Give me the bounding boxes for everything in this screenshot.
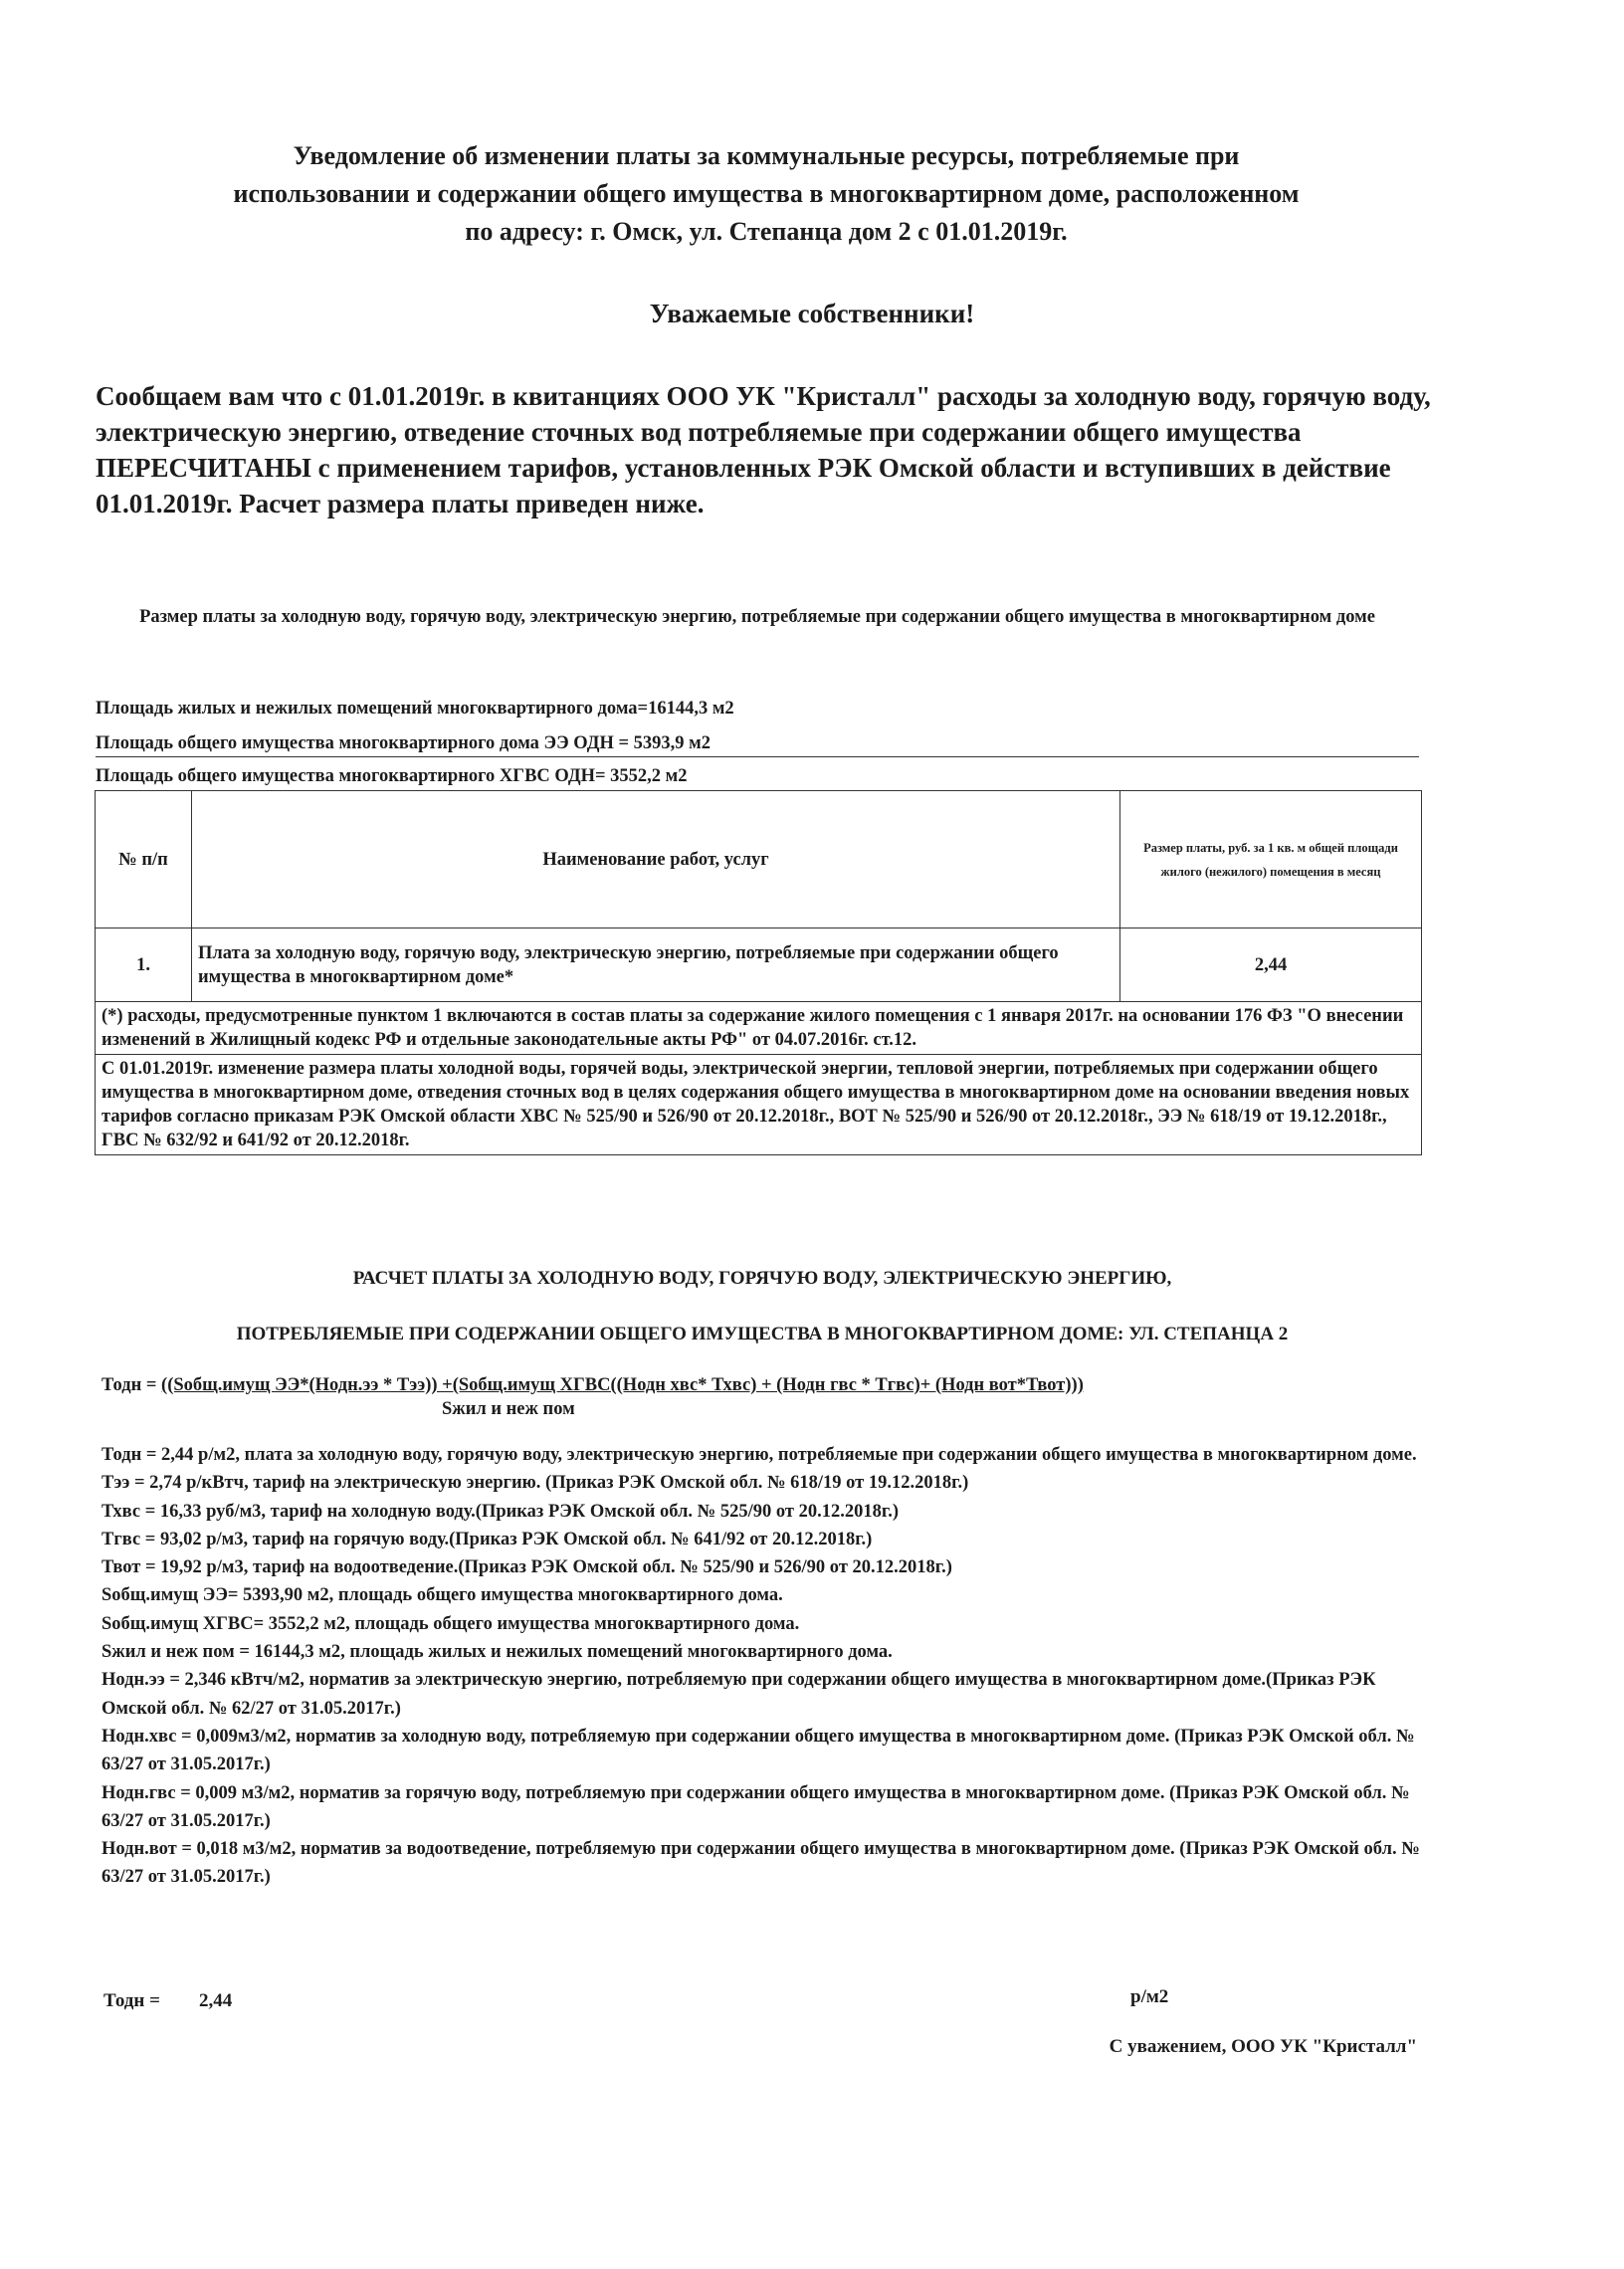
signature: С уважением, ООО УК "Кристалл": [1109, 2036, 1417, 2057]
calc-title-2: ПОТРЕБЛЯЕМЫЕ ПРИ СОДЕРЖАНИИ ОБЩЕГО ИМУЩЕСТВА В МНОГОКВАРТИРНОМ ДОМЕ: УЛ. СТЕПАНЦА 2: [236, 1324, 1289, 1344]
title-line: по адресу: г. Омск, ул. Степанца дом 2 с 01.01.2019г.: [465, 217, 1068, 246]
intro-paragraph: Сообщаем вам что с 01.01.2019г. в квитанциях ООО УК "Кристалл" расходы за холодную воду, горячую воду, электрическую энергию, отведение сточных вод потребляемые при содержании общего имущества ПЕРЕСЧИТАНЫ с применением тарифов, установленных РЭК Омской области и вступивших в действие 01.01.2019г. Расчет размера платы приведен ниже.: [96, 381, 1431, 518]
definition-item: Нодн.вот = 0,018 м3/м2, норматив за водоотведение, потребляемую при содержании общего имущества в многоквартирном доме. (Приказ РЭК Омской обл. № 63/27 от 31.05.2017г.): [102, 1839, 1420, 1888]
definition-item: Sжил и неж пом = 16144,3 м2, площадь жилых и нежилых помещений многоквартирного дома.: [102, 1642, 893, 1663]
result-value: 2,44: [199, 1990, 233, 2011]
title-line: использовании и содержании общего имущества в многоквартирном доме, расположенном: [233, 179, 1300, 208]
definition-item: Тээ = 2,74 р/кВтч, тариф на электрическую энергию. (Приказ РЭК Омской обл. № 618/19 от 19.12.2018г.): [102, 1473, 969, 1494]
formula-denominator: Sжил и неж пом: [442, 1399, 575, 1419]
table-header-row: [96, 791, 1422, 928]
title-line: Уведомление об изменении платы за коммунальные ресурсы, потребляемые при: [293, 141, 1240, 170]
formula: [102, 1373, 1084, 1421]
tariff-table: [95, 790, 1422, 1155]
definition-item: Нодн.гвс = 0,009 м3/м2, норматив за горячую воду, потребляемую при содержании общего имущества в многоквартирном доме. (Приказ РЭК Омской обл. № 63/27 от 31.05.2017г.): [102, 1782, 1410, 1831]
area-hgvs: Площадь общего имущества многоквартирного ХГВС ОДН= 3552,2 м2: [96, 766, 688, 786]
area-ee: Площадь общего имущества многоквартирного дома ЭЭ ОДН = 5393,9 м2: [96, 733, 710, 753]
definition-item: Тодн = 2,44 р/м2, плата за холодную воду, горячую воду, электрическую энергию, потребляемые при содержании общего имущества в многоквартирном доме.: [102, 1445, 1417, 1465]
table-note-row: [96, 1002, 1422, 1055]
table-row: [96, 928, 1422, 1002]
area-total: Площадь жилых и нежилых помещений многоквартирного дома=16144,3 м2: [96, 699, 734, 719]
col-name-header: Наименование работ, услуг: [192, 791, 1120, 928]
formula-top: [102, 1373, 1084, 1397]
definition-item: Sобщ.имущ ХГВС= 3552,2 м2, площадь общего имущества многоквартирного дома.: [102, 1613, 800, 1634]
result-unit: р/м2: [1130, 1986, 1169, 2007]
formula-lhs: Тодн =: [102, 1375, 162, 1395]
col-rate-header: Размер платы, руб. за 1 кв. м общей площади жилого (нежилого) помещения в месяц: [1120, 791, 1422, 928]
table-note-1: (*) расходы, предусмотренные пунктом 1 включаются в состав платы за содержание жилого помещения с 1 января 2017г. на основании 176 ФЗ "О внесении изменений в Жилищный кодекс РФ и отдельные законодательные акты РФ" от 04.07.2016г. ст.12.: [96, 1002, 1422, 1055]
formula-numerator: ((Sобщ.имущ ЭЭ*(Нодн.ээ * Тээ)) +(Sобщ.имущ ХГВС((Нодн хвс* Тхвс) + (Нодн гвс * Тгвс)+ (Нодн вот*Твот))): [161, 1375, 1084, 1395]
row-name: Плата за холодную воду, горячую воду, электрическую энергию, потребляемые при содержании общего имущества в многоквартирном доме*: [192, 928, 1120, 1002]
definition-item: Нодн.ээ = 2,346 кВтч/м2, норматив за электрическую энергию, потребляемую при содержании общего имущества в многоквартирном доме.(Приказ РЭК Омской обл. № 62/27 от 31.05.2017г.): [102, 1670, 1376, 1719]
row-rate: 2,44: [1120, 928, 1422, 1002]
definition-item: Твот = 19,92 р/м3, тариф на водоотведение.(Приказ РЭК Омской обл. № 525/90 и 526/90 от 20.12.2018г.): [102, 1557, 952, 1578]
definition-item: Тгвс = 93,02 р/м3, тариф на горячую воду.(Приказ РЭК Омской обл. № 641/92 от 20.12.2018г.): [102, 1529, 873, 1549]
definition-item: Тхвс = 16,33 руб/м3, тариф на холодную воду.(Приказ РЭК Омской обл. № 525/90 от 20.12.2018г.): [102, 1501, 899, 1522]
definition-item: Sобщ.имущ ЭЭ= 5393,90 м2, площадь общего имущества многоквартирного дома.: [102, 1585, 783, 1606]
definition-item: Нодн.хвс = 0,009м3/м2, норматив за холодную воду, потребляемую при содержании общего имущества в многоквартирном доме. (Приказ РЭК Омской обл. № 63/27 от 31.05.2017г.): [102, 1726, 1415, 1775]
greeting: Уважаемые собственники!: [649, 299, 975, 328]
divider: [96, 756, 1419, 757]
col-num-header: № п/п: [96, 791, 192, 928]
calc-title-1: РАСЧЕТ ПЛАТЫ ЗА ХОЛОДНУЮ ВОДУ, ГОРЯЧУЮ ВОДУ, ЭЛЕКТРИЧЕСКУЮ ЭНЕРГИЮ,: [352, 1268, 1172, 1289]
row-num: 1.: [96, 928, 192, 1002]
table-note-row: [96, 1055, 1422, 1155]
definitions-list: [102, 1441, 1425, 1892]
table-note-2: С 01.01.2019г. изменение размера платы холодной воды, горячей воды, электрической энергии, тепловой энергии, потребляемых при содержании общего имущества в многоквартирном доме, отведения сточных вод в целях содержания общего имущества в многоквартирном доме на основании введения новых тарифов согласно приказам РЭК Омской области ХВС № 525/90 и 526/90 от 20.12.2018г., ВОТ № 525/90 и 526/90 от 20.12.2018г., ЭЭ № 618/19 от 19.12.2018г., ГВС № 632/92 и 641/92 от 20.12.2018г.: [96, 1055, 1422, 1155]
result-label: Тодн =: [103, 1990, 160, 2011]
notice-title: [100, 137, 1433, 251]
table-caption: Размер платы за холодную воду, горячую воду, электрическую энергию, потребляемые при содержании общего имущества в многоквартирном доме: [139, 607, 1375, 627]
